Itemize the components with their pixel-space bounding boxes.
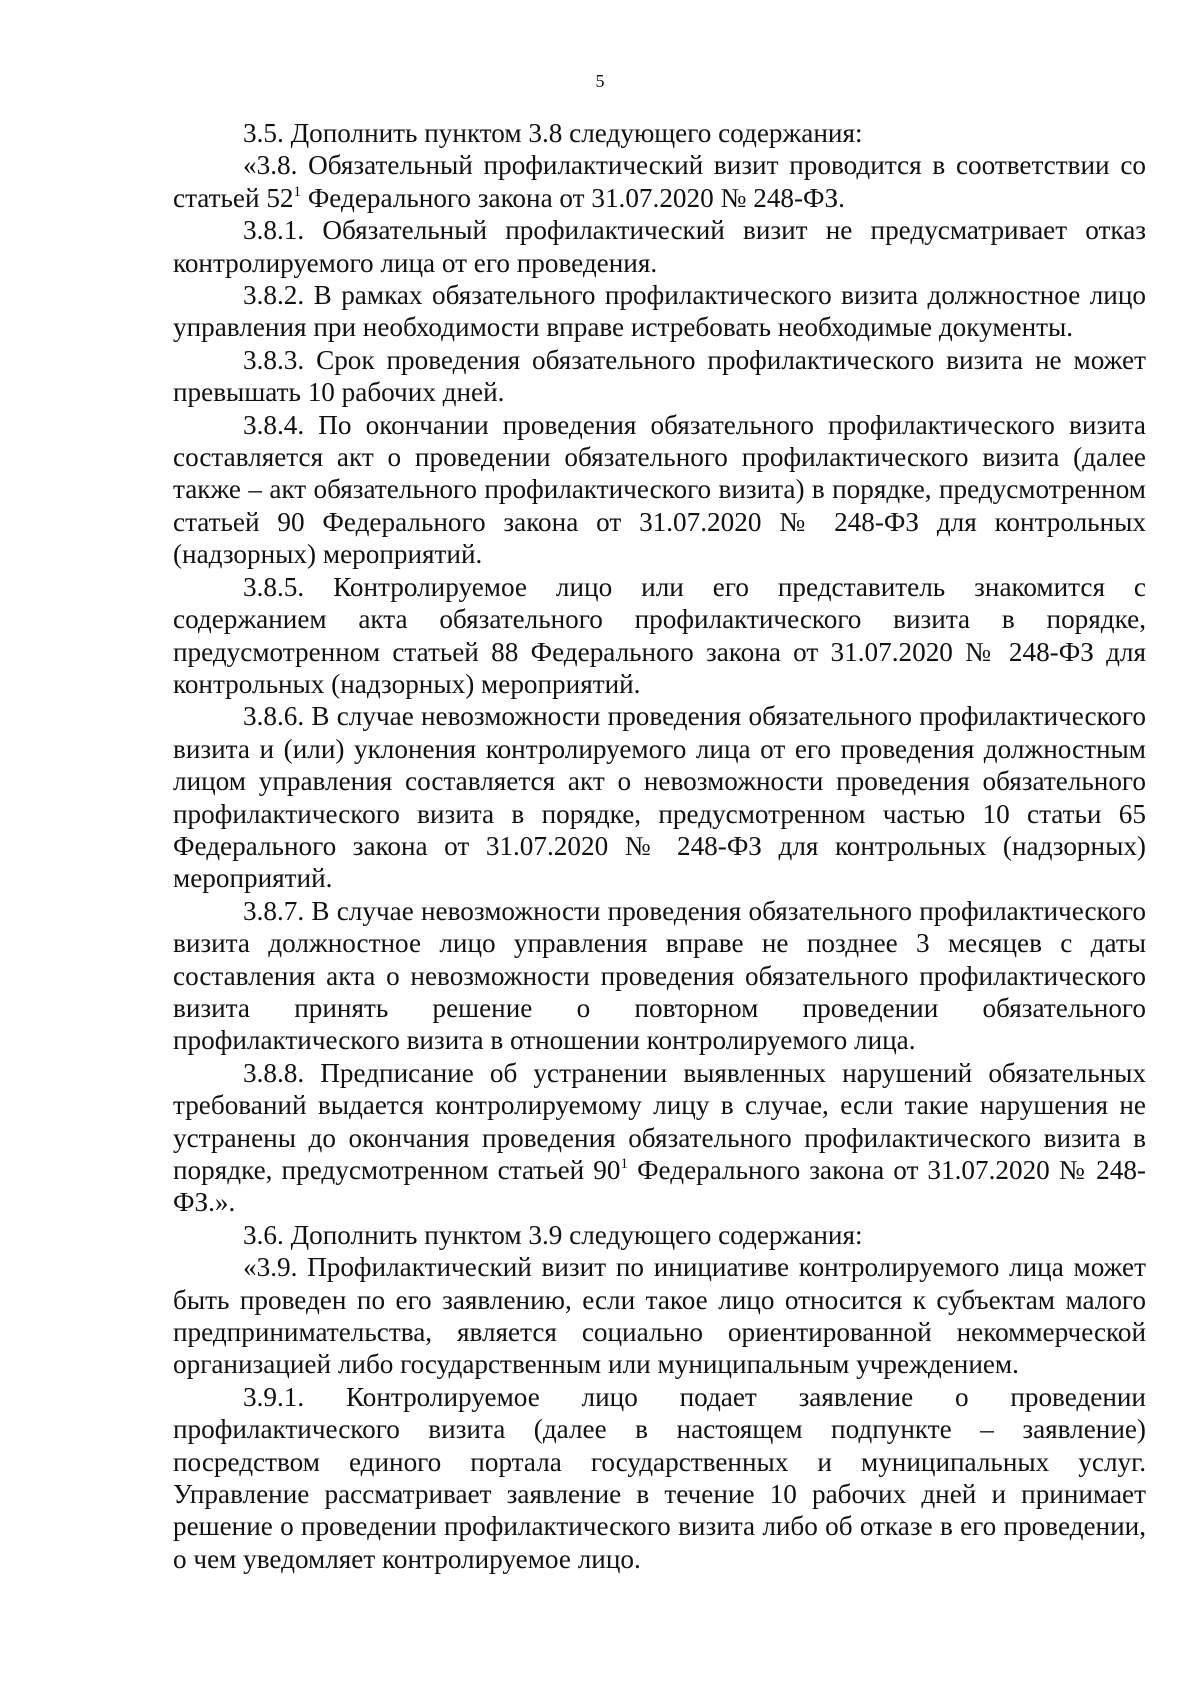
paragraph-3-5: 3.5. Дополнить пунктом 3.8 следующего содержания: (243, 118, 863, 148)
paragraph-3-6: 3.6. Дополнить пунктом 3.9 следующего содержания: (243, 1219, 863, 1250)
footnote-superscript: 1 (620, 1156, 628, 1172)
paragraph-3-8-8 (173, 1057, 1146, 1219)
paragraph-3-8-text: «3.8. Обязательный профилактический визит проводится в соответствии со статьей 52 (173, 150, 1146, 213)
paragraph-3-8-2: 3.8.2. В рамках обязательного профилактического визита должностное лицо управления при необходимости вправе истребовать необходимые документы. (173, 280, 1146, 343)
paragraph-3-8 (173, 149, 1146, 214)
paragraph-3-8-6: 3.8.6. В случае невозможности проведения обязательного профилактического визита и (или) уклонения контролируемого лица от его проведения должностным лицом управления составляется акт о невозможности проведения обязательного профилактического визита в порядке, предусмотренном частью 10 статьи 65 Федерального закона от 31.07.2020 № 248-ФЗ для контрольных (надзорных) мероприятий. (173, 701, 1146, 894)
page-number: 5 (595, 71, 605, 91)
paragraph-3-8-8-text-end: Федерального закона от 31.07.2020 № 248-ФЗ.». (173, 1155, 1146, 1218)
paragraph-3-9: «3.9. Профилактический визит по инициативе контролируемого лица может быть проведен по его заявлению, если такое лицо относится к субъектам малого предпринимательства, является социально ориентированной некоммерческой организацией либо государственным или муниципальным учреждением. (173, 1252, 1146, 1380)
paragraph-3-9-1: 3.9.1. Контролируемое лицо подает заявление о проведении профилактического визита (далее в настоящем подпункте – заявление) посредством единого портала государственных и муниципальных услуг. Управление рассматривает заявление в течение 10 рабочих дней и принимает решение о проведении профилактического визита либо об отказе в его проведении, о чем уведомляет контролируемое лицо. (173, 1381, 1146, 1574)
footnote-superscript: 1 (293, 183, 302, 200)
paragraph-3-8-5: 3.8.5. Контролируемое лицо или его представитель знакомится с содержанием акта обязательного профилактического визита в порядке, предусмотренном статьей 88 Федерального закона от 31.07.2020 № 248-ФЗ для контрольных (надзорных) мероприятий. (173, 571, 1146, 699)
paragraph-3-8-4: 3.8.4. По окончании проведения обязательного профилактического визита составляется акт о проведении обязательного профилактического визита (далее также – акт обязательного профилактического визита) в порядке, предусмотренном статьей 90 Федерального закона от 31.07.2020 № 248-ФЗ для контрольных (надзорных) мероприятий. (173, 409, 1146, 570)
paragraph-3-8-text-end: Федерального закона от 31.07.2020 № 248-ФЗ. (301, 182, 845, 213)
paragraph-3-8-7: 3.8.7. В случае невозможности проведения обязательного профилактического визита должностное лицо управления вправе не позднее 3 месяцев с даты составления акта о невозможности проведения обязательного профилактического визита принять решение о повторном проведении обязательного профилактического визита в отношении контролируемого лица. (173, 895, 1146, 1056)
document-body (173, 117, 1146, 1575)
paragraph-3-8-3: 3.8.3. Срок проведения обязательного профилактического визита не может превышать 10 рабочих дней. (173, 344, 1146, 408)
paragraph-3-8-8-text: 3.8.8. Предписание об устранении выявленных нарушений обязательных требований выдается контролируемому лицу в случае, если такие нарушения не устранены до окончания проведения обязательного профилактического визита в порядке, предусмотренном статьей 90 (173, 1057, 1146, 1185)
paragraph-3-8-1: 3.8.1. Обязательный профилактический визит не предусматривает отказ контролируемого лица от его проведения. (173, 215, 1146, 278)
